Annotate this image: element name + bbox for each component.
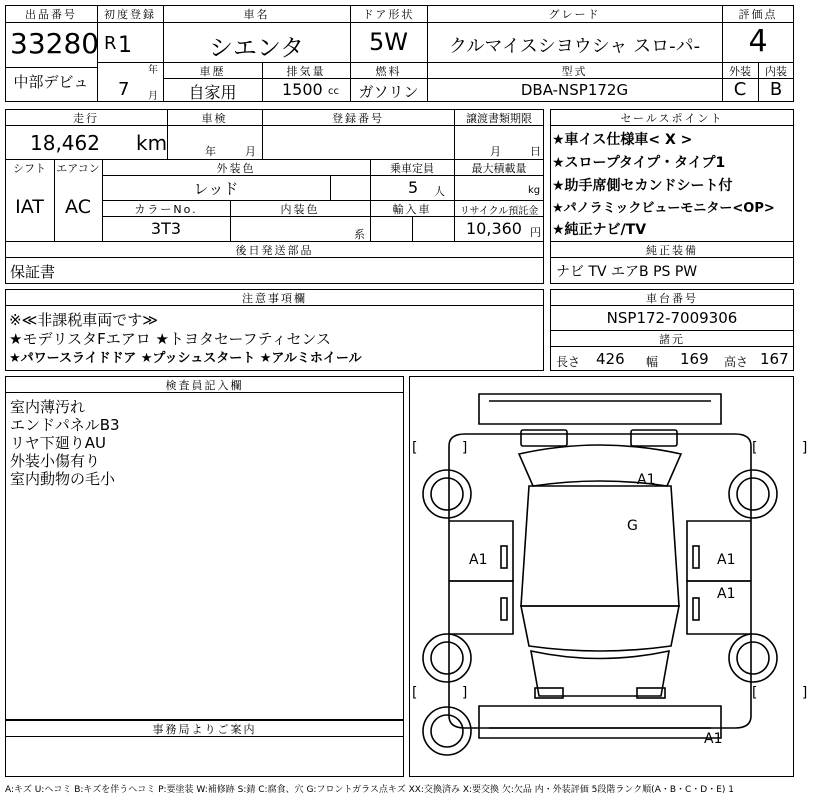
import-label: 輸入車	[392, 203, 432, 216]
note-line-2: ★モデリスタFエアロ ★トヨタセーフティセンス	[9, 330, 331, 348]
mark-roof: A1	[637, 472, 656, 488]
venue-value: 中部デビュ	[13, 73, 89, 91]
model-label: 型式	[561, 65, 588, 78]
aircon-label: エアコン	[56, 162, 100, 175]
height-value: 167	[760, 350, 789, 368]
office-label: 事務局よりご案内	[152, 723, 257, 736]
int-grade-value: B	[769, 79, 783, 100]
sales-point-label: セールスポイント	[620, 112, 724, 125]
displacement-label: 排気量	[286, 65, 326, 78]
insp-month-unit: 月	[245, 145, 256, 158]
month-num: 7	[118, 79, 130, 100]
inspector-note-5: 室内動物の毛小	[10, 470, 116, 488]
transfer-label: 譲渡書類期限	[466, 112, 532, 125]
inspector-note-1: 室内薄汚れ	[10, 398, 86, 416]
car-name-label: 車名	[243, 8, 270, 21]
model-value: DBA-NSP172G	[520, 81, 629, 99]
int-color-label: 内装色	[280, 203, 320, 216]
height-label: 高さ	[724, 355, 749, 369]
bracket-left-top: [ ]	[412, 440, 488, 456]
mark-right-rear-door: A1	[717, 586, 736, 602]
inspector-note-2: エンドパネルB3	[10, 416, 120, 434]
note-line-1: ※≪非課税車両です≫	[9, 311, 158, 329]
era-value: R	[104, 33, 117, 54]
capacity-unit: 人	[434, 185, 445, 198]
notes-label: 注意事項欄	[242, 292, 307, 305]
fuel-value: ガソリン	[358, 83, 419, 101]
legend-footer: A:キズ U:ヘコミ B:キズを伴うヘコミ P:要塗装 W:補修跡 S:錆 C:腐食、穴 G:フロントガラス点キズ XX:交換済み X:要交換 欠:欠品 内・外装評価 5段階ランク順(A・B・C・D・E) 1	[5, 785, 735, 795]
car-outline-diagram	[409, 376, 794, 777]
ext-grade-value: C	[733, 79, 747, 100]
mileage-label: 走行	[73, 112, 99, 125]
inspector-label: 検査員記入欄	[165, 379, 244, 392]
bracket-right-bottom: [ ]	[752, 685, 827, 701]
year-num: 1	[118, 33, 132, 58]
inspection-label: 車検	[201, 112, 228, 125]
mark-right-front-door: A1	[717, 552, 736, 568]
year-unit: 年	[148, 65, 158, 76]
sales-point-3: ★助手席側セカンドシート付	[552, 178, 733, 194]
max-load-label: 最大積載量	[471, 162, 527, 175]
genuine-equip-label: 純正装備	[646, 244, 698, 257]
fuel-label: 燃料	[375, 65, 402, 78]
length-label: 長さ	[556, 355, 581, 369]
width-label: 幅	[646, 355, 659, 369]
transfer-month-unit: 月	[490, 145, 501, 158]
chassis-no-value: NSP172-7009306	[606, 309, 738, 327]
sales-point-2: ★スロープタイプ・タイプ1	[552, 155, 726, 171]
history-label: 車歴	[199, 65, 226, 78]
lot-no-label: 出品番号	[25, 8, 77, 21]
later-parts-value: 保証書	[10, 263, 56, 281]
sales-point-1: ★車イス仕様車< X >	[552, 132, 693, 148]
int-color-unit: 系	[354, 228, 365, 241]
displacement-unit: cc	[328, 86, 339, 97]
grade-label: グレード	[548, 8, 601, 21]
bracket-left-bottom: [ ]	[412, 685, 488, 701]
capacity-value: 5	[408, 178, 419, 197]
inspector-note-4: 外装小傷有り	[10, 452, 101, 470]
mark-left-front-door: A1	[469, 552, 488, 568]
door-value: 5W	[369, 28, 408, 56]
lot-no-value: 33280	[10, 27, 100, 60]
shift-label: シフト	[13, 162, 46, 175]
width-value: 169	[680, 350, 709, 368]
recycle-label: リサイクル預託金	[459, 206, 539, 217]
history-value: 自家用	[188, 83, 237, 102]
mileage-value: 18,462	[30, 131, 100, 155]
color-no-value: 3T3	[150, 219, 182, 238]
sales-point-4: ★パノラミックビューモニター<OP>	[552, 201, 775, 216]
insp-year-unit: 年	[205, 145, 216, 158]
inspector-note-3: リヤ下廻りAU	[10, 434, 106, 452]
score-value: 4	[748, 24, 768, 59]
transfer-day-unit: 日	[530, 145, 541, 158]
chassis-no-label: 車台番号	[646, 292, 698, 305]
car-name-value: シエンタ	[208, 34, 305, 62]
genuine-equip-value: ナビ TV エアB PS PW	[556, 264, 698, 280]
first-reg-label: 初度登録	[104, 8, 156, 21]
grade-value: クルマイスシヨウシャ スロ-パ-	[448, 36, 701, 57]
capacity-label: 乗車定員	[390, 162, 434, 175]
mark-rear: A1	[704, 731, 723, 747]
note-line-3: ★パワースライドドア ★プッシュスタート ★アルミホイール	[9, 351, 362, 366]
sales-point-5: ★純正ナビ/TV	[552, 222, 647, 238]
later-parts-label: 後日発送部品	[235, 244, 314, 257]
month-unit: 月	[148, 91, 158, 102]
interior-label: 内装	[765, 65, 787, 78]
ext-color-value: レッド	[193, 180, 239, 198]
max-load-unit: kg	[528, 185, 541, 196]
displacement-value: 1500	[282, 80, 323, 99]
score-label: 評価点	[738, 8, 778, 21]
shift-value: IAT	[15, 196, 44, 218]
door-label: ドア形状	[362, 8, 415, 21]
recycle-unit: 円	[530, 226, 541, 239]
mark-glass: G	[627, 518, 638, 534]
mileage-unit: km	[136, 131, 168, 155]
color-no-label: カラーNo.	[134, 203, 198, 216]
length-value: 426	[596, 350, 625, 368]
ext-color-label: 外装色	[216, 162, 256, 175]
recycle-value: 10,360	[466, 219, 522, 238]
dimensions-label: 諸元	[659, 333, 685, 346]
bracket-right-top: [ ]	[752, 440, 827, 456]
exterior-label: 外装	[729, 65, 751, 78]
reg-no-label: 登録番号	[332, 112, 384, 125]
aircon-value: AC	[65, 196, 91, 218]
